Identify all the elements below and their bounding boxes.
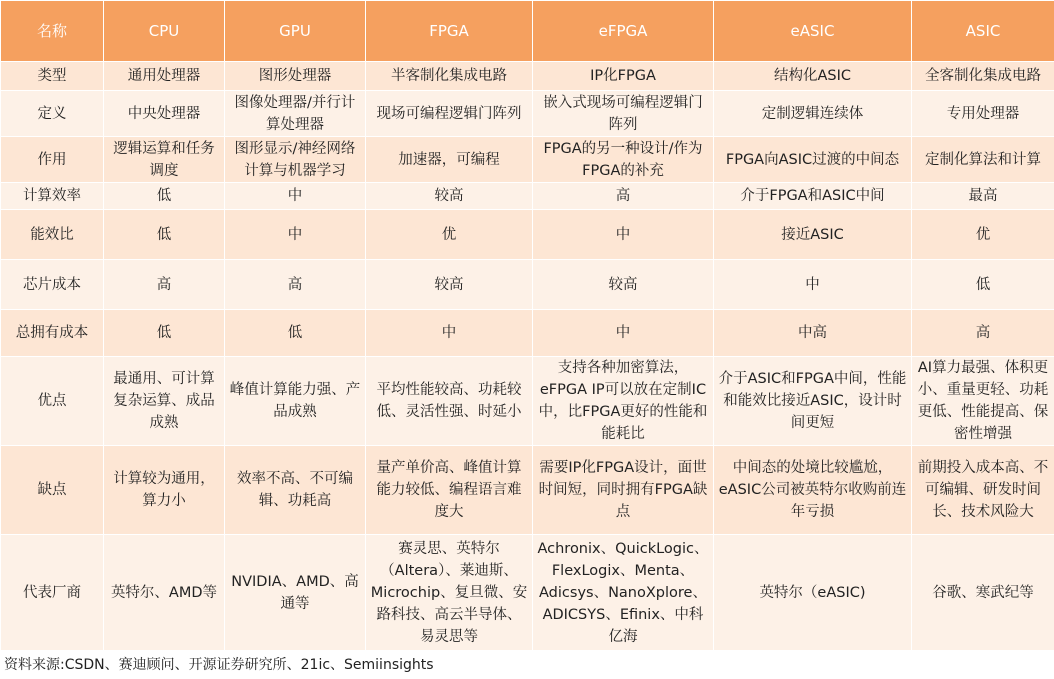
table-cell: 加速器，可编程: [366, 137, 533, 183]
table-cell: 需要IP化FPGA设计，面世时间短，同时拥有FPGA缺点: [533, 446, 714, 535]
table-cell: 低: [104, 310, 225, 357]
table-row: [1, 535, 1054, 651]
table-cell: 图形显示/神经网络计算与机器学习: [225, 137, 366, 183]
table-row: [1, 446, 1054, 535]
column-header: ASIC: [912, 1, 1054, 62]
table-cell: 支持各种加密算法，eFPGA IP可以放在定制IC中，比FPGA更好的性能和能耗比: [533, 357, 714, 446]
table-cell: 结构化ASIC: [714, 62, 912, 91]
table-row: [1, 62, 1054, 91]
source-footnote: 资料来源:CSDN、赛迪顾问、开源证券研究所、21ic、Semiinsights: [4, 657, 434, 673]
table-cell: 高: [104, 260, 225, 310]
table-cell: 中间态的处境比较尴尬，eASIC公司被英特尔收购前连年亏损: [714, 446, 912, 535]
table-cell: 较高: [533, 260, 714, 310]
table-cell: 全客制化集成电路: [912, 62, 1054, 91]
row-label: 计算效率: [1, 183, 104, 210]
table-cell: 低: [912, 260, 1054, 310]
row-label: 优点: [1, 357, 104, 446]
table-cell: 谷歌、寒武纪等: [912, 535, 1054, 651]
column-header: FPGA: [366, 1, 533, 62]
table-cell: 逻辑运算和任务调度: [104, 137, 225, 183]
table-cell: 定制逻辑连续体: [714, 91, 912, 137]
table-cell: 中央处理器: [104, 91, 225, 137]
table-cell: 介于ASIC和FPGA中间，性能和能效比接近ASIC，设计时间更短: [714, 357, 912, 446]
table-cell: 接近ASIC: [714, 210, 912, 260]
table-cell: 高: [225, 260, 366, 310]
table-cell: 现场可编程逻辑门阵列: [366, 91, 533, 137]
table-cell: 效率不高、不可编辑、功耗高: [225, 446, 366, 535]
table-cell: 图像处理器/并行计算处理器: [225, 91, 366, 137]
table-cell: 中: [225, 183, 366, 210]
table-cell: 中: [366, 310, 533, 357]
table-row: [1, 183, 1054, 210]
header-row: [1, 1, 1054, 62]
column-header: eFPGA: [533, 1, 714, 62]
table-cell: 介于FPGA和ASIC中间: [714, 183, 912, 210]
table-cell: 高: [533, 183, 714, 210]
table-cell: 量产单价高、峰值计算能力较低、编程语言难度大: [366, 446, 533, 535]
table-cell: 半客制化集成电路: [366, 62, 533, 91]
table-cell: 中: [225, 210, 366, 260]
table-cell: 英特尔（eASIC): [714, 535, 912, 651]
table-cell: 较高: [366, 183, 533, 210]
table-cell: 低: [104, 183, 225, 210]
table-row: [1, 137, 1054, 183]
table-cell: 专用处理器: [912, 91, 1054, 137]
column-header: 名称: [1, 1, 104, 62]
table-cell: Achronix、QuickLogic、FlexLogix、Menta、Adicsys、NanoXplore、ADICSYS、Efinix、中科亿海: [533, 535, 714, 651]
table-cell: 低: [225, 310, 366, 357]
table-row: [1, 210, 1054, 260]
row-label: 能效比: [1, 210, 104, 260]
table-body: [1, 62, 1054, 651]
row-label: 定义: [1, 91, 104, 137]
table-cell: 中: [533, 310, 714, 357]
table-row: [1, 260, 1054, 310]
row-label: 代表厂商: [1, 535, 104, 651]
table-row: [1, 310, 1054, 357]
table-cell: 定制化算法和计算: [912, 137, 1054, 183]
table-cell: 中: [533, 210, 714, 260]
table-row: [1, 91, 1054, 137]
table-row: [1, 357, 1054, 446]
table-cell: 低: [104, 210, 225, 260]
table-cell: 最通用、可计算复杂运算、成品成熟: [104, 357, 225, 446]
column-header: GPU: [225, 1, 366, 62]
table-cell: 计算较为通用，算力小: [104, 446, 225, 535]
table-cell: 赛灵思、英特尔（Altera）、莱迪斯、Microchip、复旦微、安路科技、高云半导体、易灵思等: [366, 535, 533, 651]
row-label: 作用: [1, 137, 104, 183]
table-cell: 英特尔、AMD等: [104, 535, 225, 651]
row-label: 总拥有成本: [1, 310, 104, 357]
table-cell: 峰值计算能力强、产品成熟: [225, 357, 366, 446]
table-cell: 最高: [912, 183, 1054, 210]
column-header: CPU: [104, 1, 225, 62]
table-cell: AI算力最强、体积更小、重量更轻、功耗更低、性能提高、保密性增强: [912, 357, 1054, 446]
table-cell: 平均性能较高、功耗较低、灵活性强、时延小: [366, 357, 533, 446]
table-cell: 中: [714, 260, 912, 310]
table-cell: 前期投入成本高、不可编辑、研发时间长、技术风险大: [912, 446, 1054, 535]
table-cell: 通用处理器: [104, 62, 225, 91]
table-cell: NVIDIA、AMD、高通等: [225, 535, 366, 651]
row-label: 类型: [1, 62, 104, 91]
table-cell: 中高: [714, 310, 912, 357]
table-cell: 较高: [366, 260, 533, 310]
table-cell: 高: [912, 310, 1054, 357]
table-cell: 图形处理器: [225, 62, 366, 91]
table-cell: 优: [366, 210, 533, 260]
table-cell: IP化FPGA: [533, 62, 714, 91]
column-header: eASIC: [714, 1, 912, 62]
table-cell: FPGA向ASIC过渡的中间态: [714, 137, 912, 183]
table-cell: 优: [912, 210, 1054, 260]
table-cell: 嵌入式现场可编程逻辑门阵列: [533, 91, 714, 137]
row-label: 缺点: [1, 446, 104, 535]
table-cell: FPGA的另一种设计/作为FPGA的补充: [533, 137, 714, 183]
row-label: 芯片成本: [1, 260, 104, 310]
